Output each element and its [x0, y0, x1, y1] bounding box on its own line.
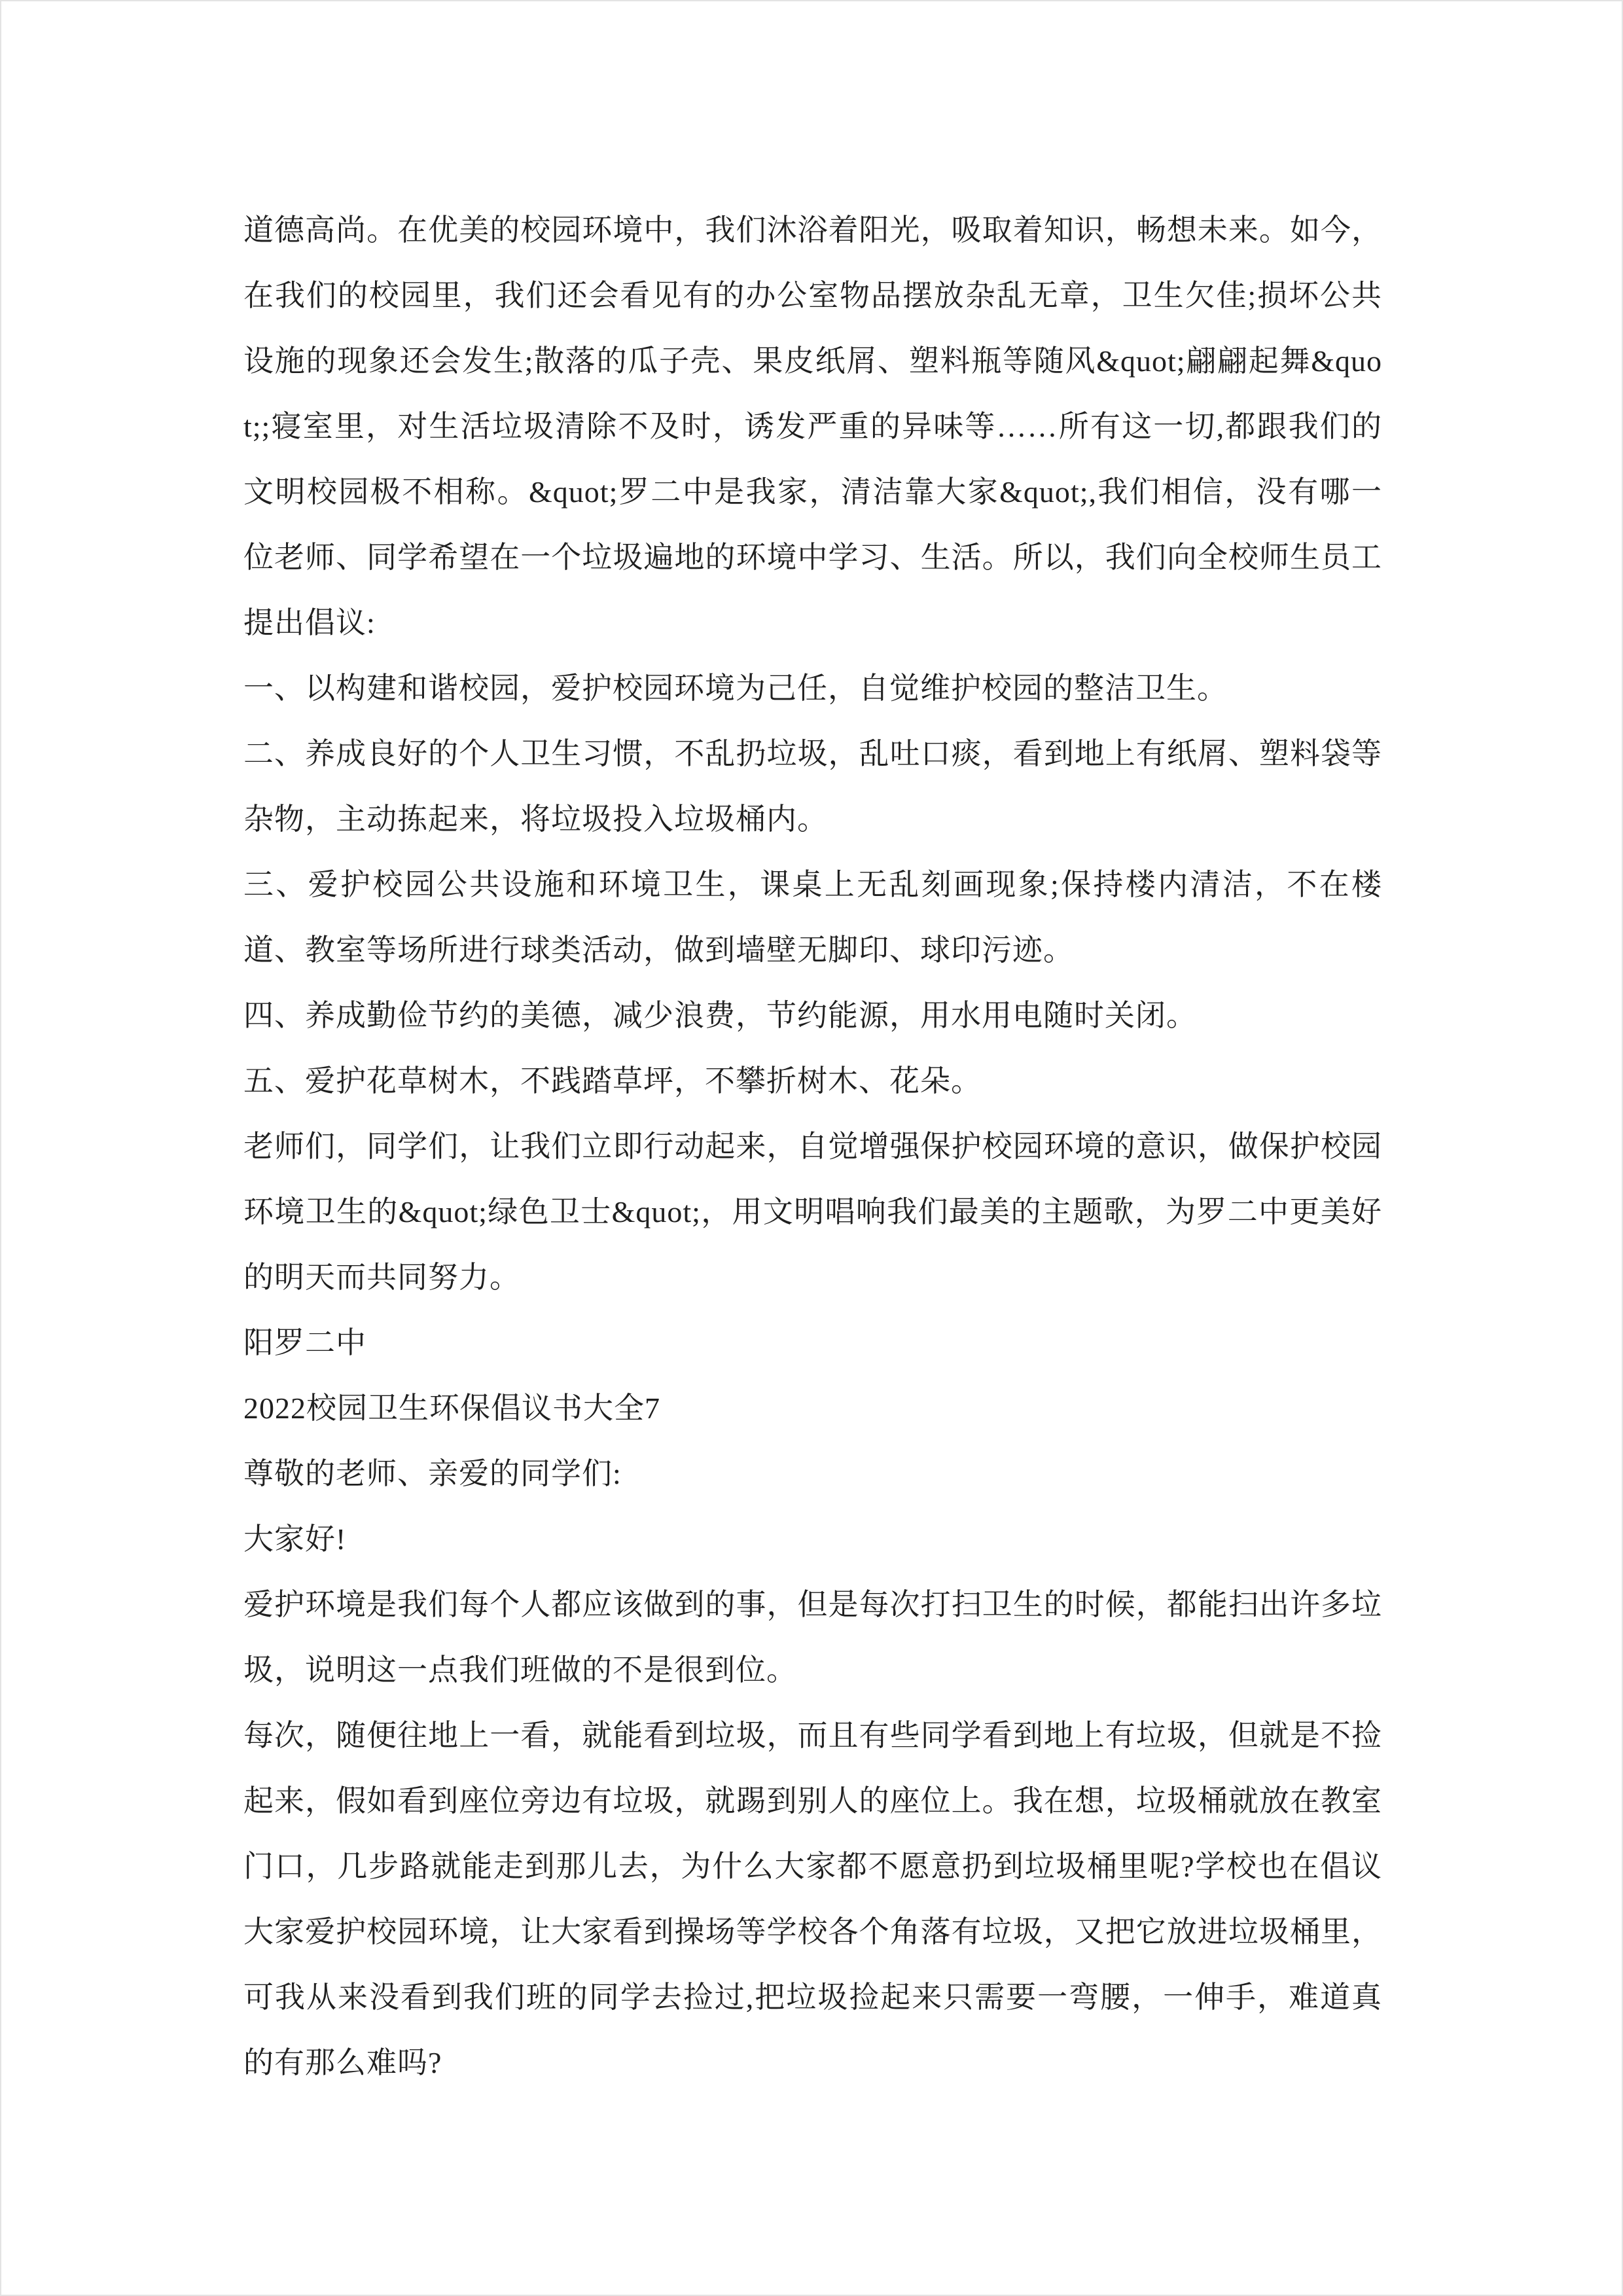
- paragraph: 一、以构建和谐校园，爱护校园环境为己任，自觉维护校园的整洁卫生。: [243, 672, 1228, 705]
- paragraph: 老师们，同学们，让我们立即行动起来，自觉增强保护校园环境的意识，做保护校园环境卫生的&quot;绿色卫士&quot;，用文明唱响我们最美的主题歌，为罗二中更美好的明天而共同努力。: [243, 1130, 1382, 1294]
- paragraph: 大家好!: [243, 1522, 347, 1556]
- paragraph: 爱护环境是我们每个人都应该做到的事，但是每次打扫卫生的时候，都能扫出许多垃圾，说明这一点我们班做的不是很到位。: [243, 1588, 1382, 1687]
- paragraph: 阳罗二中: [243, 1326, 366, 1359]
- paragraph: 每次，随便往地上一看，就能看到垃圾，而且有些同学看到地上有垃圾，但就是不捡起来，假如看到座位旁边有垃圾，就踢到别人的座位上。我在想，垃圾桶就放在教室门口，几步路就能走到那儿去，为什么大家都不愿意扔到垃圾桶里呢?学校也在倡议大家爱护校园环境，让大家看到操场等学校各个角落有垃圾，又把它放进垃圾桶里，可我从来没看到我们班的同学去捡过,把垃圾捡起来只需要一弯腰，一伸手，难道真的有那么难吗?: [243, 1719, 1382, 2079]
- document-body: [243, 198, 1382, 2096]
- paragraph: 四、养成勤俭节约的美德，减少浪费，节约能源，用水用电随时关闭。: [243, 999, 1197, 1032]
- paragraph: 三、爱护校园公共设施和环境卫生，课桌上无乱刻画现象;保持楼内清洁，不在楼道、教室等场所进行球类活动，做到墙壁无脚印、球印污迹。: [243, 868, 1382, 967]
- paragraph: 二、养成良好的个人卫生习惯，不乱扔垃圾，乱吐口痰，看到地上有纸屑、塑料袋等杂物，主动拣起来，将垃圾投入垃圾桶内。: [243, 737, 1382, 836]
- paragraph: 2022校园卫生环保倡议书大全7: [243, 1391, 660, 1425]
- paragraph: 五、爱护花草树木，不践踏草坪，不攀折树木、花朵。: [243, 1064, 982, 1098]
- paragraph: 尊敬的老师、亲爱的同学们:: [243, 1457, 622, 1490]
- paragraph: 道德高尚。在优美的校园环境中，我们沐浴着阳光，吸取着知识，畅想未来。如今，在我们的校园里，我们还会看见有的办公室物品摆放杂乱无章，卫生欠佳;损坏公共设施的现象还会发生;散落的瓜子壳、果皮纸屑、塑料瓶等随风&quot;翩翩起舞&quot;;寝室里，对生活垃圾清除不及时，诱发严重的异味等……所有这一切,都跟我们的文明校园极不相称。&quot;罗二中是我家，清洁靠大家&quot;,我们相信，没有哪一位老师、同学希望在一个垃圾遍地的环境中学习、生活。所以，我们向全校师生员工提出倡议:: [243, 213, 1382, 639]
